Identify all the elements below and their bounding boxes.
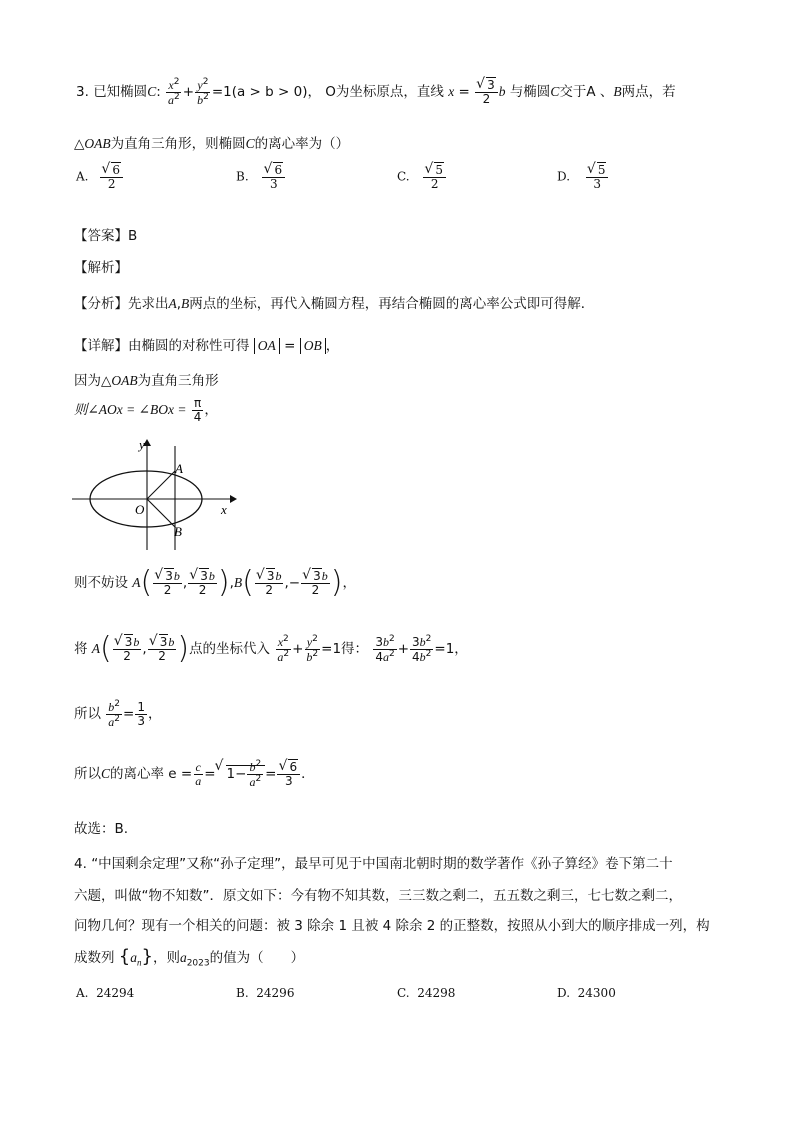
option-value: 24294 xyxy=(96,986,135,1000)
because-b: 为直角三角形 xyxy=(137,373,219,389)
q4-option-d[interactable] xyxy=(557,986,616,1000)
label-b: B xyxy=(174,524,182,539)
option-label: B. xyxy=(236,986,249,1000)
label-y: y xyxy=(139,437,145,452)
q3-stem-line1: 3. 已知椭圆C: $\frac{x^2}{a^2}$ + $\frac{y^2}{b^2}$ =1(a > b > 0)， O为坐标原点，直线 x = √ $\frac{3}{2}$ b 与椭圆C交于A 、B两点，若 xyxy=(76,78,676,106)
q3-option-b[interactable] xyxy=(236,164,286,190)
q3-triangle: △OAB xyxy=(74,136,111,151)
fenxi-a: 先求出 xyxy=(128,296,169,312)
q4-line4-a: 成数列 xyxy=(74,950,115,966)
so2-text: 所以 xyxy=(74,766,101,783)
option-value: 24296 xyxy=(256,986,295,1000)
q4-line4-c: 的值为（ ） xyxy=(209,950,305,966)
option-num: 6 xyxy=(112,163,120,177)
q3-line2-b: 为直角三角形，则椭圆 xyxy=(110,136,246,152)
q3-stem-line2: △OAB为直角三角形，则椭圆C的离心率为（） xyxy=(74,136,350,152)
option-value: 24298 xyxy=(417,986,456,1000)
so2-b: 的离心率 xyxy=(110,766,165,783)
option-label: A. xyxy=(76,986,89,1000)
option-den: 2 xyxy=(107,176,116,191)
q4-line4: 成数列 $\{a_n\}$，则$a_{2023}$的值为（ ） xyxy=(74,946,305,969)
option-label: B. xyxy=(236,169,249,184)
angle-text: 则∠AOx = ∠BOx = xyxy=(74,402,187,418)
q3-stem-a: 已知椭圆 xyxy=(93,84,148,101)
q4-option-a[interactable] xyxy=(76,986,134,1000)
sub-b: 点的坐标代入 xyxy=(189,641,271,657)
q3-because-line: 因为△OAB为直角三角形 xyxy=(74,373,219,389)
q3-stem-c: O为坐标原点，直线 xyxy=(325,84,444,101)
option-label: D. xyxy=(557,986,571,1000)
q3-fenxi: 【分析】先求出A,B两点的坐标，再代入椭圆方程，再结合椭圆的离心率公式即可得解． xyxy=(74,296,595,312)
frac-x2-a2: $\frac{x^2}{a^2}$ xyxy=(168,77,180,107)
set-text: 则不妨设 xyxy=(74,575,128,591)
option-label: C. xyxy=(397,986,410,1000)
option-label: A. xyxy=(76,169,89,184)
xiangjie-tag: 【详解】 xyxy=(74,338,128,354)
label-o: O xyxy=(135,502,145,517)
q3-option-d[interactable] xyxy=(557,164,609,190)
sub-a: 将 xyxy=(74,641,88,657)
q3-choose: 故选：B. xyxy=(74,821,129,837)
q3-set-line: 则不妨设 A( √ $\frac{3b}{2}$ , √ $\frac{3b}{2}$ ),B( √ $\frac{3b}{2}$ ,− √ $\frac{3b}{2}$ )， xyxy=(74,568,356,598)
q4-number: 4. xyxy=(74,856,87,872)
frac-y2-b2: $\frac{y^2}{b^2}$ xyxy=(197,77,209,107)
q3-xiangjie: 【详解】由椭圆的对称性可得 OA = OB ， xyxy=(74,338,340,354)
q4-option-c[interactable] xyxy=(397,986,455,1000)
q3-eccentricity-line: 所以C的离心率 e = $\frac{c}{a}$ =√ 1− $\frac{b^2}{a^2}$ = √ $\frac{6}{3}$ ． xyxy=(74,760,315,788)
q3-number: 3. xyxy=(76,84,89,101)
q4-line2: 六题，叫做“物不知数”．原文如下：今有物不知其数，三三数之剩二，五五数之剩三，七七数之剩二， xyxy=(74,888,682,904)
q3-angle-line: 则∠AOx = ∠BOx = $\frac{\pi}{4}$ ， xyxy=(74,396,218,424)
segment-oa xyxy=(147,471,175,499)
q3-option-c[interactable] xyxy=(397,164,447,190)
q3-answer xyxy=(74,224,137,244)
option-den: 3 xyxy=(593,176,601,191)
label-x: x xyxy=(221,502,227,517)
q3-stem-d: 与椭圆 xyxy=(509,84,551,101)
ellipse-eq-tail: =1(a > b > 0) xyxy=(211,84,308,101)
q4-line1 xyxy=(74,852,673,872)
fenxi-b: 两点的坐标，再代入椭圆方程，再结合椭圆的离心率公式即可得解． xyxy=(189,296,595,312)
q3-line2-c: 的离心率为（） xyxy=(254,136,350,152)
q3-so-line: 所以 $\frac{b^2}{a^2}$ = $\frac{1}{3}$ ， xyxy=(74,699,162,729)
fenxi-tag: 【分析】 xyxy=(74,296,128,312)
segment-ob xyxy=(147,499,175,527)
option-value: 24300 xyxy=(577,986,616,1000)
ellipse-diagram xyxy=(70,436,250,554)
answer-tag: 【答案】 xyxy=(74,228,128,244)
q4-line4-b: ，则 xyxy=(152,950,180,966)
q4-text-1: “中国剩余定理”又称“孙子定理”，最早可见于中国南北朝时期的数学著作《孙子算经》卷下第二十 xyxy=(91,856,673,872)
q3-option-a[interactable] xyxy=(76,164,124,190)
label-a: A xyxy=(175,461,183,476)
q3-stem-f: 两点，若 xyxy=(621,84,676,101)
option-num: 5 xyxy=(597,163,606,177)
q3-stem-e: 交于A 、 xyxy=(559,84,614,101)
answer-value: B xyxy=(128,228,138,244)
because-a: 因为△ xyxy=(74,373,112,389)
sub-c: 得： xyxy=(341,641,369,657)
comma: ， xyxy=(307,84,321,101)
q4-option-b[interactable] xyxy=(236,986,294,1000)
q3-analysis-tag: 【解析】 xyxy=(74,260,128,276)
option-num: 6 xyxy=(274,163,283,177)
option-den: 3 xyxy=(269,176,278,191)
so-text: 所以 xyxy=(74,706,101,723)
option-den: 2 xyxy=(430,176,439,191)
option-num: 5 xyxy=(435,163,444,177)
q4-line3: 问物几何？现有一个相关的问题：被 3 除余 1 且被 4 除余 2 的正整数，按照从小到大的顺序排成一列，构 xyxy=(74,918,710,934)
option-label: C. xyxy=(397,169,410,184)
q3-substitute-line: 将 A( √ $\frac{3b}{2}$ , √ $\frac{3b}{2}$ )点的坐标代入 $\frac{x^2}{a^2}$ + $\frac{y^2}{b^2}$ =1得： $\frac{3b^2}{4a^2}$ + $\frac{3b^2}{4b^2}$ =1， xyxy=(74,634,468,664)
x-axis-arrow xyxy=(230,495,237,503)
xiangjie-text: 由椭圆的对称性可得 xyxy=(128,338,250,354)
option-label: D. xyxy=(557,169,571,184)
frac-sqrt3-2: √ $\frac{3}{2}$ xyxy=(475,79,498,105)
